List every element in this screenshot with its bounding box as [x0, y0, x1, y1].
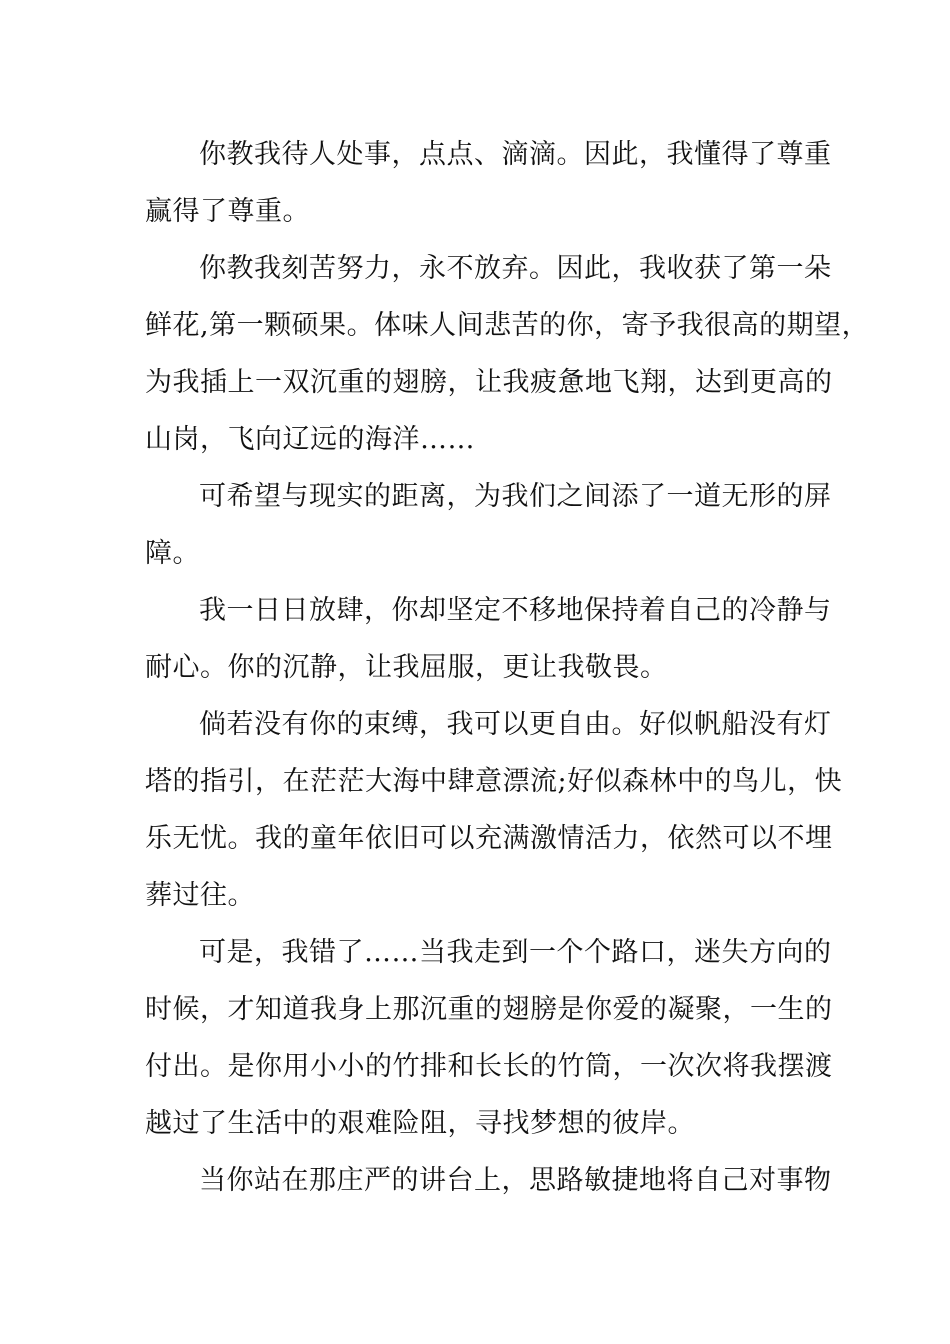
paragraph-5-line-4: 葬过往。: [145, 880, 255, 911]
paragraph-5-line-1: 倘若没有你的束缚，我可以更自由。好似帆船没有灯: [199, 709, 832, 740]
paragraph-6-line-4: 越过了生活中的艰难险阻，寻找梦想的彼岸。: [145, 1108, 695, 1139]
paragraph-7-line-1: 当你站在那庄严的讲台上，思路敏捷地将自己对事物: [199, 1165, 832, 1196]
paragraph-6-line-1: 可是，我错了……当我走到一个个路口，迷失方向的: [199, 937, 832, 968]
paragraph-4-line-2: 耐心。你的沉静，让我屈服，更让我敬畏。: [145, 652, 668, 683]
paragraph-2-line-3: 为我插上一双沉重的翅膀，让我疲惫地飞翔，达到更高的: [145, 367, 833, 398]
essay-body: [145, 126, 870, 1209]
paragraph-3-line-2: 障。: [145, 538, 200, 569]
paragraph-3-line-1: 可希望与现实的距离，为我们之间添了一道无形的屏: [199, 481, 832, 512]
paragraph-2-line-2: 鲜花,第一颗硕果。体味人间悲苦的你，寄予我很高的期望，: [145, 310, 870, 341]
paragraph-1-line-1: 你教我待人处事，点点、滴滴。因此，我懂得了尊重: [199, 139, 832, 170]
paragraph-5-line-2: 塔的指引，在茫茫大海中肆意漂流;好似森林中的鸟儿，快: [145, 766, 843, 797]
paragraph-2-line-4: 山岗，飞向辽远的海洋……: [145, 424, 475, 455]
paragraph-6-line-3: 付出。是你用小小的竹排和长长的竹筒，一次次将我摆渡: [145, 1051, 833, 1082]
paragraph-6-line-2: 时候，才知道我身上那沉重的翅膀是你爱的凝聚，一生的: [145, 994, 833, 1025]
paragraph-1-line-2: 赢得了尊重。: [145, 196, 310, 227]
paragraph-4-line-1: 我一日日放肆，你却坚定不移地保持着自己的冷静与: [199, 595, 832, 626]
paragraph-5-line-3: 乐无忧。我的童年依旧可以充满激情活力，依然可以不埋: [145, 823, 833, 854]
paragraph-2-line-1: 你教我刻苦努力，永不放弃。因此，我收获了第一朵: [199, 253, 832, 284]
